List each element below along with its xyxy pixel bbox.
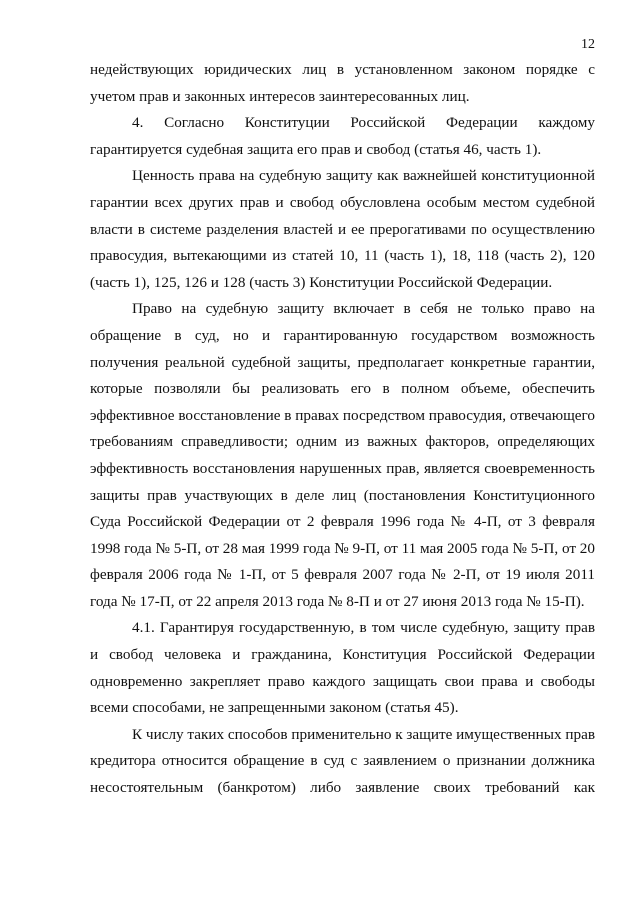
page-number: 12 — [581, 37, 595, 52]
document-body — [90, 57, 595, 802]
paragraph-value-of-judicial-protection: Ценность права на судебную защиту как важнейшей конституционной гарантии всех других прав и свобод обусловлена особым местом судебной власти в системе разделения властей и ее прерогативами по осуществлению правосудия, вытекающими из статей 10, 11 (часть 1), 18, 118 (часть 2), 120 (часть 1), 125, 126 и 128 (часть 3) Конституции Российской Федерации. — [90, 167, 595, 291]
paragraph-continuation: недействующих юридических лиц в установленном законом порядке с учетом прав и законных интересов заинтересованных лиц. — [90, 61, 595, 105]
paragraph-section-4-1: 4.1. Гарантируя государственную, в том числе судебную, защиту прав и свобод человека и гражданина, Конституция Российской Федерации одновременно закрепляет право каждого защищать свои права и свободы всеми способами, не запрещенными законом (статья 45). — [90, 619, 595, 717]
paragraph-right-to-judicial-protection: Право на судебную защиту включает в себя не только право на обращение в суд, но и гарантированную государством возможность получения реальной судебной защиты, предполагает конкретные гарантии, которые позволяли бы реализовать его в полном объеме, обеспечить эффективное восстановление в правах посредством правосудия, отвечающего требованиям справедливости; одним из важных факторов, определяющих эффективность восстановления нарушенных прав, является своевременность защиты прав участвующих в деле лиц (постановления Конституционного Суда Российской Федерации от 2 февраля 1996 года № 4-П, от 3 февраля 1998 года № 5-П, от 28 мая 1999 года № 9-П, от 11 мая 2005 года № 5-П, от 20 февраля 2006 года № 1-П, от 5 февраля 2007 года № 2-П, от 19 июля 2011 года № 17-П, от 22 апреля 2013 года № 8-П и от 27 июня 2013 года № 15-П). — [90, 300, 595, 610]
paragraph-section-4: 4. Согласно Конституции Российской Федерации каждому гарантируется судебная защита его прав и свобод (статья 46, часть 1). — [90, 114, 595, 158]
paragraph-protection-methods: К числу таких способов применительно к защите имущественных прав кредитора относится обращение в суд с заявлением о признании должника несостоятельным (банкротом) либо заявление своих требований как — [90, 725, 595, 797]
